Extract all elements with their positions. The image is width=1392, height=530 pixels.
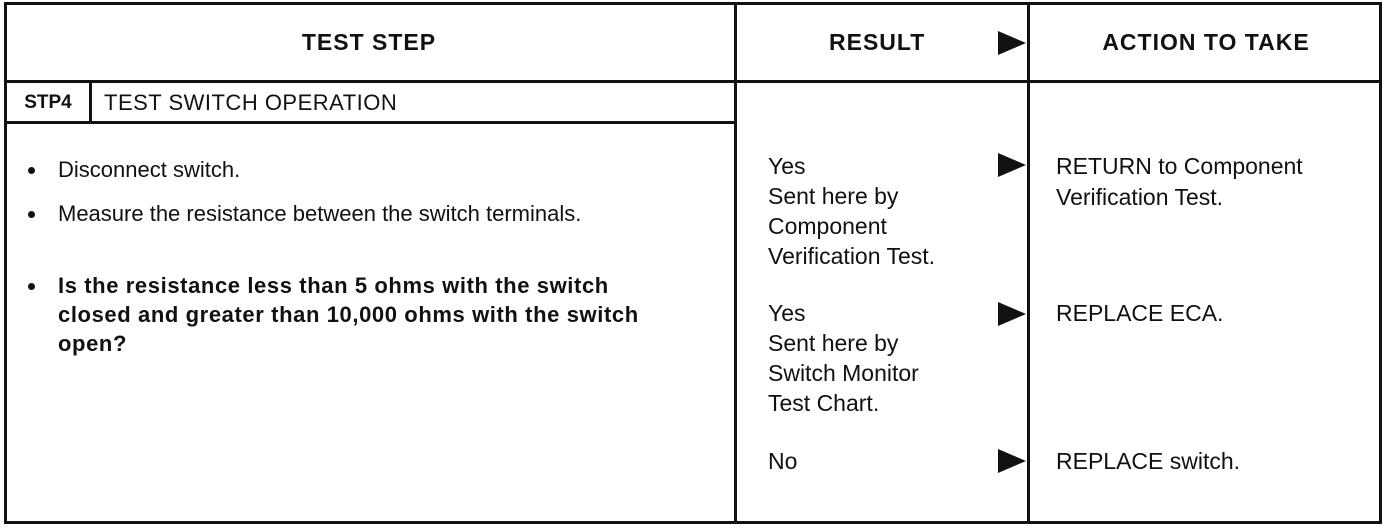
bullet-icon <box>28 211 35 218</box>
result-cell: Yes Sent here by Component Verification Test. <box>768 153 936 269</box>
step-tag: STP4 <box>24 92 72 113</box>
instruction-item <box>28 155 668 184</box>
result-cell: No <box>768 448 798 474</box>
result-cell: Yes Sent here by Switch Monitor Test Chart. <box>768 300 919 416</box>
action-cell: RETURN to Component Verification Test. <box>1056 153 1303 210</box>
bullet-icon <box>28 283 35 290</box>
action-cell: REPLACE ECA. <box>1056 300 1224 326</box>
instruction-item <box>28 199 668 228</box>
step-title: TEST SWITCH OPERATION <box>104 90 398 115</box>
step-title-divider <box>4 121 737 124</box>
instruction-text: Measure the resistance between the switch terminals. <box>58 201 582 226</box>
bullet-icon <box>28 167 35 174</box>
action-cell: REPLACE switch. <box>1056 448 1241 474</box>
instruction-text: Disconnect switch. <box>58 157 241 182</box>
header-result: RESULT <box>829 28 926 55</box>
header-action: ACTION TO TAKE <box>1102 28 1310 55</box>
header-arrow-icon <box>998 31 1026 55</box>
result-arrow-icon <box>998 302 1026 326</box>
instruction-text: Is the resistance less than 5 ohms with the switch closed and greater than 10,000 ohms with the switch open? <box>58 273 639 356</box>
header-test-step: TEST STEP <box>301 28 437 55</box>
instruction-question <box>28 271 668 358</box>
result-arrow-icon <box>998 153 1026 177</box>
step-tag-divider <box>89 80 92 124</box>
result-arrow-icon <box>998 449 1026 473</box>
